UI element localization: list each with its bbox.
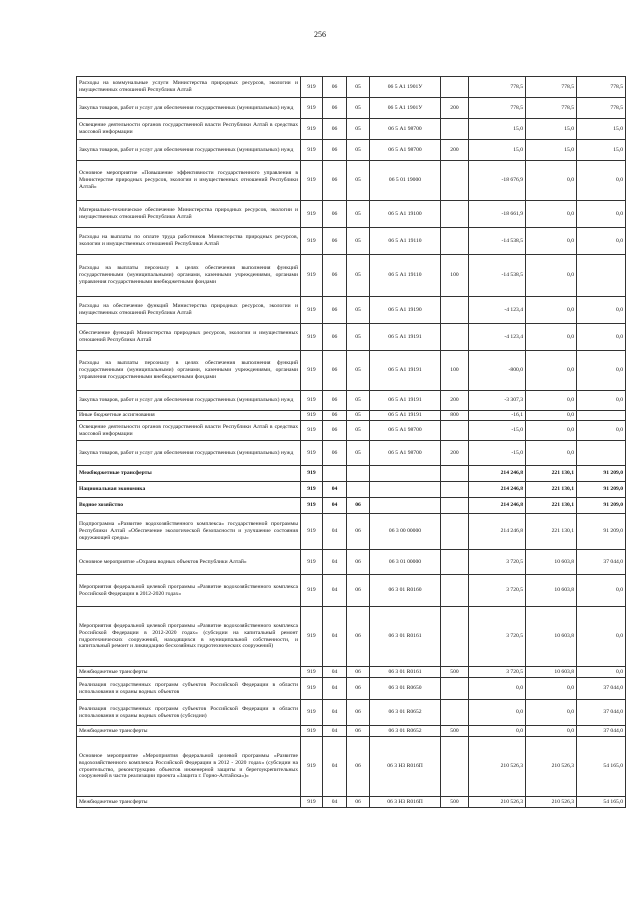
section-code-cell: 06 bbox=[323, 421, 347, 441]
ministry-code-cell: 919 bbox=[301, 726, 323, 737]
section-code-cell: 06 bbox=[323, 351, 347, 391]
amount-year3-cell bbox=[577, 441, 626, 466]
table-row bbox=[77, 441, 626, 466]
ministry-code-cell: 919 bbox=[301, 607, 323, 667]
amount-year2-cell: 10 603,8 bbox=[526, 575, 577, 607]
expense-type-cell: 100 bbox=[441, 255, 469, 297]
subsection-code-cell: 05 bbox=[347, 161, 370, 201]
target-article-cell: 06 3 01 R0650 bbox=[370, 678, 441, 700]
subsection-code-cell: 06 bbox=[347, 550, 370, 575]
target-article-cell: 06 5 01 19000 bbox=[370, 161, 441, 201]
section-code-cell bbox=[323, 466, 347, 482]
amount-year3-cell: 37 044,0 bbox=[577, 678, 626, 700]
section-code-cell: 04 bbox=[323, 575, 347, 607]
target-article-cell bbox=[370, 482, 441, 498]
subsection-code-cell: 06 bbox=[347, 607, 370, 667]
subsection-code-cell: 05 bbox=[347, 77, 370, 98]
target-article-cell: 06 3 01 R0652 bbox=[370, 700, 441, 726]
amount-year1-cell: -4 123,4 bbox=[469, 297, 526, 324]
table-row bbox=[77, 140, 626, 161]
amount-year2-cell: 0,0 bbox=[526, 441, 577, 466]
amount-year2-cell: 778,5 bbox=[526, 98, 577, 119]
amount-year2-cell: 221 130,1 bbox=[526, 482, 577, 498]
row-name-cell: Иные бюджетные ассигнования bbox=[77, 411, 301, 421]
target-article-cell: 06 5 А1 19110 bbox=[370, 228, 441, 255]
target-article-cell: 06 5 А1 98700 bbox=[370, 119, 441, 140]
subsection-code-cell: 05 bbox=[347, 324, 370, 351]
section-code-cell: 04 bbox=[323, 482, 347, 498]
subsection-code-cell: 05 bbox=[347, 98, 370, 119]
row-name-cell: Реализация государственных программ субъектов Российской Федерации в области использования и охраны водных объектов bbox=[77, 678, 301, 700]
ministry-code-cell: 919 bbox=[301, 255, 323, 297]
row-name-cell: Мероприятия федеральной целевой программы «Развитие водохозяйственного комплекса Российской Федерации в 2012-2020 годах» bbox=[77, 575, 301, 607]
amount-year1-cell: 214 246,8 bbox=[469, 482, 526, 498]
amount-year2-cell: 10 603,8 bbox=[526, 607, 577, 667]
expense-type-cell bbox=[441, 482, 469, 498]
amount-year3-cell: 15,0 bbox=[577, 119, 626, 140]
row-name-cell: Закупка товаров, работ и услуг для обеспечения государственных (муниципальных) нужд bbox=[77, 391, 301, 411]
row-name-cell: Расходы на коммунальные услуги Министерства природных ресурсов, экологии и имущественных отношений Республики Алтай bbox=[77, 77, 301, 98]
target-article-cell: 06 3 01 R0652 bbox=[370, 726, 441, 737]
target-article-cell: 06 5 А1 19110 bbox=[370, 255, 441, 297]
ministry-code-cell: 919 bbox=[301, 201, 323, 228]
amount-year1-cell: 0,0 bbox=[469, 726, 526, 737]
amount-year2-cell: 221 130,1 bbox=[526, 514, 577, 550]
table-row bbox=[77, 737, 626, 797]
amount-year1-cell: 3 720,5 bbox=[469, 667, 526, 678]
expense-type-cell: 200 bbox=[441, 98, 469, 119]
section-code-cell: 06 bbox=[323, 77, 347, 98]
amount-year3-cell: 37 044,0 bbox=[577, 700, 626, 726]
section-code-cell: 06 bbox=[323, 140, 347, 161]
row-name-cell: Основное мероприятие «Охрана водных объектов Республики Алтай» bbox=[77, 550, 301, 575]
ministry-code-cell: 919 bbox=[301, 466, 323, 482]
amount-year3-cell: 778,5 bbox=[577, 98, 626, 119]
section-code-cell: 06 bbox=[323, 119, 347, 140]
subsection-code-cell: 05 bbox=[347, 140, 370, 161]
amount-year2-cell: 10 603,8 bbox=[526, 550, 577, 575]
expense-type-cell bbox=[441, 737, 469, 797]
amount-year1-cell: -16,1 bbox=[469, 411, 526, 421]
section-code-cell: 06 bbox=[323, 255, 347, 297]
table-row bbox=[77, 700, 626, 726]
ministry-code-cell: 919 bbox=[301, 411, 323, 421]
amount-year3-cell: 91 209,0 bbox=[577, 514, 626, 550]
ministry-code-cell: 919 bbox=[301, 737, 323, 797]
amount-year2-cell: 0,0 bbox=[526, 391, 577, 411]
amount-year2-cell: 0,0 bbox=[526, 411, 577, 421]
table-row bbox=[77, 514, 626, 550]
row-name-cell: Мероприятия федеральной целевой программы «Развитие водохозяйственного комплекса Российской Федерации в 2012-2020 годах» (субсидии на капитальный ремонт гидротехнических сооружений, находящихся в муниципальной собственности, и капитальный ремонт и ликвидацию бесхозяйных гидротехнических сооружений) bbox=[77, 607, 301, 667]
ministry-code-cell: 919 bbox=[301, 700, 323, 726]
amount-year2-cell: 210 526,3 bbox=[526, 797, 577, 808]
section-code-cell: 04 bbox=[323, 498, 347, 514]
amount-year3-cell: 54 165,0 bbox=[577, 797, 626, 808]
row-name-cell: Закупка товаров, работ и услуг для обеспечения государственных (муниципальных) нужд bbox=[77, 441, 301, 466]
table-row bbox=[77, 119, 626, 140]
expense-type-cell bbox=[441, 421, 469, 441]
amount-year2-cell: 0,0 bbox=[526, 324, 577, 351]
ministry-code-cell: 919 bbox=[301, 667, 323, 678]
subsection-code-cell: 06 bbox=[347, 498, 370, 514]
section-code-cell: 06 bbox=[323, 324, 347, 351]
table-row bbox=[77, 228, 626, 255]
amount-year1-cell: -14 538,5 bbox=[469, 255, 526, 297]
row-name-cell: Подпрограмма «Развитие водохозяйственного комплекса» государственной программы Республики Алтай «Обеспечение экологической безопасности и улучшение состояния окружающей среды» bbox=[77, 514, 301, 550]
section-code-cell: 04 bbox=[323, 514, 347, 550]
amount-year3-cell: 0,0 bbox=[577, 575, 626, 607]
ministry-code-cell: 919 bbox=[301, 482, 323, 498]
amount-year1-cell: -18 661,9 bbox=[469, 201, 526, 228]
section-code-cell: 04 bbox=[323, 678, 347, 700]
row-name-cell: Межбюджетные трансферты bbox=[77, 797, 301, 808]
amount-year1-cell: 210 526,3 bbox=[469, 797, 526, 808]
row-name-cell: Обеспечение функций Министерства природных ресурсов, экологии и имущественных отношений Республики Алтай bbox=[77, 324, 301, 351]
section-code-cell: 06 bbox=[323, 228, 347, 255]
amount-year2-cell: 0,0 bbox=[526, 161, 577, 201]
amount-year1-cell: -15,0 bbox=[469, 421, 526, 441]
ministry-code-cell: 919 bbox=[301, 98, 323, 119]
ministry-code-cell: 919 bbox=[301, 77, 323, 98]
table-row bbox=[77, 297, 626, 324]
section-code-cell: 04 bbox=[323, 737, 347, 797]
amount-year2-cell: 10 603,8 bbox=[526, 667, 577, 678]
subsection-code-cell: 06 bbox=[347, 737, 370, 797]
row-name-cell: Материально-техническое обеспечение Министерства природных ресурсов, экологии и имущественных отношений Республики Алтай bbox=[77, 201, 301, 228]
subsection-code-cell: 05 bbox=[347, 228, 370, 255]
target-article-cell bbox=[370, 466, 441, 482]
row-name-cell: Расходы на выплаты персоналу в целях обеспечения выполнения функций государственными (муниципальными) органами, казенными учреждениями, органами управления государственными внебюджетными фондами bbox=[77, 351, 301, 391]
ministry-code-cell: 919 bbox=[301, 228, 323, 255]
row-name-cell: Расходы на обеспечение функций Министерства природных ресурсов, экологии и имущественных отношений Республики Алтай bbox=[77, 297, 301, 324]
row-name-cell: Расходы на выплаты по оплате труда работников Министерства природных ресурсов, экологии и имущественных отношений Республики Алтай bbox=[77, 228, 301, 255]
subsection-code-cell: 06 bbox=[347, 667, 370, 678]
row-name-cell: Национальная экономика bbox=[77, 482, 301, 498]
amount-year1-cell: 214 246,8 bbox=[469, 514, 526, 550]
ministry-code-cell: 919 bbox=[301, 441, 323, 466]
target-article-cell: 06 3 01 R0161 bbox=[370, 607, 441, 667]
ministry-code-cell: 919 bbox=[301, 297, 323, 324]
amount-year3-cell: 0,0 bbox=[577, 421, 626, 441]
target-article-cell: 06 5 А1 1901У bbox=[370, 77, 441, 98]
amount-year2-cell: 0,0 bbox=[526, 201, 577, 228]
amount-year3-cell: 37 044,0 bbox=[577, 726, 626, 737]
row-name-cell: Освещение деятельности органов государственной власти Республики Алтай в средствах массовой информации bbox=[77, 421, 301, 441]
amount-year1-cell: 3 720,5 bbox=[469, 575, 526, 607]
expense-type-cell bbox=[441, 514, 469, 550]
amount-year2-cell: 0,0 bbox=[526, 351, 577, 391]
row-name-cell: Водное хозяйство bbox=[77, 498, 301, 514]
expense-type-cell: 200 bbox=[441, 391, 469, 411]
amount-year1-cell: -3 307,3 bbox=[469, 391, 526, 411]
row-name-cell: Реализация государственных программ субъектов Российской Федерации в области использования и охраны водных объектов (субсидии) bbox=[77, 700, 301, 726]
target-article-cell: 06 3 01 R0160 bbox=[370, 575, 441, 607]
target-article-cell: 06 5 А1 19191 bbox=[370, 351, 441, 391]
expense-type-cell: 500 bbox=[441, 726, 469, 737]
row-name-cell: Основное мероприятие «Мероприятия федеральной целевой программы «Развитие водохозяйственного комплекса Российской Федерации в 2012 - 2020 годах» (субсидии на строительство, реконструкцию объектов инженерной защиты и берегоукрепительных сооружений в части реализации проекта «Защита г. Горно-Алтайска»)» bbox=[77, 737, 301, 797]
row-name-cell: Расходы на выплаты персоналу в целях обеспечения выполнения функций государственными (муниципальными) органами, казенными учреждениями, органами управления государственными внебюджетными фондами bbox=[77, 255, 301, 297]
table-row bbox=[77, 201, 626, 228]
section-code-cell: 04 bbox=[323, 667, 347, 678]
row-name-cell: Межбюджетные трансферты bbox=[77, 466, 301, 482]
ministry-code-cell: 919 bbox=[301, 119, 323, 140]
amount-year1-cell: -14 538,5 bbox=[469, 228, 526, 255]
table-row bbox=[77, 421, 626, 441]
page-number: 256 bbox=[314, 30, 326, 39]
budget-table-body bbox=[77, 77, 626, 808]
amount-year3-cell: 91 209,0 bbox=[577, 482, 626, 498]
amount-year2-cell: 778,5 bbox=[526, 77, 577, 98]
target-article-cell: 06 3 01 00000 bbox=[370, 550, 441, 575]
expense-type-cell bbox=[441, 575, 469, 607]
expense-type-cell bbox=[441, 119, 469, 140]
expense-type-cell bbox=[441, 550, 469, 575]
amount-year3-cell: 0,0 bbox=[577, 391, 626, 411]
amount-year2-cell: 221 130,1 bbox=[526, 466, 577, 482]
ministry-code-cell: 919 bbox=[301, 391, 323, 411]
section-code-cell: 06 bbox=[323, 441, 347, 466]
subsection-code-cell: 06 bbox=[347, 678, 370, 700]
amount-year3-cell: 91 209,0 bbox=[577, 466, 626, 482]
subsection-code-cell bbox=[347, 466, 370, 482]
expense-type-cell bbox=[441, 228, 469, 255]
table-row bbox=[77, 550, 626, 575]
table-row bbox=[77, 482, 626, 498]
amount-year3-cell bbox=[577, 411, 626, 421]
amount-year3-cell: 778,5 bbox=[577, 77, 626, 98]
subsection-code-cell: 05 bbox=[347, 441, 370, 466]
target-article-cell bbox=[370, 498, 441, 514]
subsection-code-cell: 05 bbox=[347, 351, 370, 391]
subsection-code-cell: 05 bbox=[347, 391, 370, 411]
target-article-cell: 06 5 А1 19190 bbox=[370, 297, 441, 324]
amount-year3-cell: 91 209,0 bbox=[577, 498, 626, 514]
subsection-code-cell: 05 bbox=[347, 421, 370, 441]
ministry-code-cell: 919 bbox=[301, 575, 323, 607]
expense-type-cell bbox=[441, 201, 469, 228]
row-name-cell: Основное мероприятие «Повышение эффективности государственного управления в Министерстве природных ресурсов, экологии и имущественных отношений Республики Алтай» bbox=[77, 161, 301, 201]
row-name-cell: Закупка товаров, работ и услуг для обеспечения государственных (муниципальных) нужд bbox=[77, 98, 301, 119]
subsection-code-cell: 05 bbox=[347, 297, 370, 324]
expense-type-cell bbox=[441, 607, 469, 667]
section-code-cell: 04 bbox=[323, 797, 347, 808]
target-article-cell: 06 5 А1 19100 bbox=[370, 201, 441, 228]
amount-year1-cell: 210 526,3 bbox=[469, 737, 526, 797]
section-code-cell: 06 bbox=[323, 161, 347, 201]
subsection-code-cell: 05 bbox=[347, 201, 370, 228]
expense-type-cell bbox=[441, 161, 469, 201]
expense-type-cell bbox=[441, 297, 469, 324]
table-row bbox=[77, 607, 626, 667]
amount-year2-cell: 0,0 bbox=[526, 255, 577, 297]
amount-year3-cell: 0,0 bbox=[577, 667, 626, 678]
section-code-cell: 04 bbox=[323, 550, 347, 575]
table-row bbox=[77, 98, 626, 119]
section-code-cell: 04 bbox=[323, 726, 347, 737]
amount-year2-cell: 15,0 bbox=[526, 140, 577, 161]
table-row bbox=[77, 667, 626, 678]
expense-type-cell: 100 bbox=[441, 351, 469, 391]
subsection-code-cell: 05 bbox=[347, 255, 370, 297]
amount-year3-cell: 0,0 bbox=[577, 351, 626, 391]
ministry-code-cell: 919 bbox=[301, 161, 323, 201]
row-name-cell: Закупка товаров, работ и услуг для обеспечения государственных (муниципальных) нужд bbox=[77, 140, 301, 161]
target-article-cell: 06 3 Н3 R016П bbox=[370, 797, 441, 808]
subsection-code-cell bbox=[347, 482, 370, 498]
table-row bbox=[77, 351, 626, 391]
table-row bbox=[77, 324, 626, 351]
expense-type-cell: 800 bbox=[441, 411, 469, 421]
amount-year2-cell: 0,0 bbox=[526, 678, 577, 700]
target-article-cell: 06 5 А1 98700 bbox=[370, 140, 441, 161]
amount-year1-cell: -800,0 bbox=[469, 351, 526, 391]
amount-year2-cell: 0,0 bbox=[526, 421, 577, 441]
subsection-code-cell: 06 bbox=[347, 514, 370, 550]
section-code-cell: 06 bbox=[323, 98, 347, 119]
amount-year3-cell: 54 165,0 bbox=[577, 737, 626, 797]
table-row bbox=[77, 391, 626, 411]
subsection-code-cell: 06 bbox=[347, 700, 370, 726]
subsection-code-cell: 05 bbox=[347, 119, 370, 140]
expense-type-cell bbox=[441, 700, 469, 726]
amount-year3-cell: 15,0 bbox=[577, 140, 626, 161]
section-code-cell: 06 bbox=[323, 201, 347, 228]
row-name-cell: Освещение деятельности органов государственной власти Республики Алтай в средствах массовой информации bbox=[77, 119, 301, 140]
amount-year2-cell: 210 526,3 bbox=[526, 737, 577, 797]
table-row bbox=[77, 797, 626, 808]
amount-year1-cell: 3 720,5 bbox=[469, 550, 526, 575]
amount-year2-cell: 0,0 bbox=[526, 297, 577, 324]
target-article-cell: 06 5 А1 98700 bbox=[370, 441, 441, 466]
budget-table bbox=[76, 76, 626, 808]
ministry-code-cell: 919 bbox=[301, 351, 323, 391]
table-row bbox=[77, 77, 626, 98]
table-row bbox=[77, 161, 626, 201]
amount-year3-cell: 0,0 bbox=[577, 324, 626, 351]
section-code-cell: 04 bbox=[323, 607, 347, 667]
amount-year1-cell: 3 720,5 bbox=[469, 607, 526, 667]
subsection-code-cell: 06 bbox=[347, 726, 370, 737]
section-code-cell: 04 bbox=[323, 700, 347, 726]
table-row bbox=[77, 411, 626, 421]
expense-type-cell bbox=[441, 678, 469, 700]
expense-type-cell: 500 bbox=[441, 797, 469, 808]
amount-year3-cell bbox=[577, 255, 626, 297]
target-article-cell: 06 5 А1 19191 bbox=[370, 391, 441, 411]
expense-type-cell: 200 bbox=[441, 441, 469, 466]
ministry-code-cell: 919 bbox=[301, 498, 323, 514]
ministry-code-cell: 919 bbox=[301, 421, 323, 441]
expense-type-cell bbox=[441, 324, 469, 351]
section-code-cell: 06 bbox=[323, 297, 347, 324]
amount-year1-cell: -4 123,4 bbox=[469, 324, 526, 351]
ministry-code-cell: 919 bbox=[301, 797, 323, 808]
amount-year2-cell: 0,0 bbox=[526, 228, 577, 255]
amount-year1-cell: 778,5 bbox=[469, 98, 526, 119]
ministry-code-cell: 919 bbox=[301, 678, 323, 700]
amount-year1-cell: -18 676,9 bbox=[469, 161, 526, 201]
target-article-cell: 06 5 А1 19191 bbox=[370, 411, 441, 421]
amount-year1-cell: 214 246,8 bbox=[469, 498, 526, 514]
amount-year2-cell: 15,0 bbox=[526, 119, 577, 140]
target-article-cell: 06 3 01 R0161 bbox=[370, 667, 441, 678]
amount-year1-cell: 778,5 bbox=[469, 77, 526, 98]
amount-year2-cell: 0,0 bbox=[526, 726, 577, 737]
amount-year2-cell: 0,0 bbox=[526, 700, 577, 726]
amount-year3-cell: 0,0 bbox=[577, 607, 626, 667]
row-name-cell: Межбюджетные трансферты bbox=[77, 667, 301, 678]
table-row bbox=[77, 726, 626, 737]
expense-type-cell bbox=[441, 77, 469, 98]
expense-type-cell bbox=[441, 498, 469, 514]
table-row bbox=[77, 255, 626, 297]
section-code-cell: 06 bbox=[323, 391, 347, 411]
expense-type-cell bbox=[441, 466, 469, 482]
amount-year1-cell: 214 246,8 bbox=[469, 466, 526, 482]
ministry-code-cell: 919 bbox=[301, 514, 323, 550]
amount-year3-cell: 0,0 bbox=[577, 297, 626, 324]
amount-year3-cell: 0,0 bbox=[577, 161, 626, 201]
section-code-cell: 06 bbox=[323, 411, 347, 421]
amount-year1-cell: 15,0 bbox=[469, 119, 526, 140]
expense-type-cell: 200 bbox=[441, 140, 469, 161]
amount-year3-cell: 37 044,0 bbox=[577, 550, 626, 575]
target-article-cell: 06 5 А1 1901У bbox=[370, 98, 441, 119]
ministry-code-cell: 919 bbox=[301, 140, 323, 161]
target-article-cell: 06 5 А1 98700 bbox=[370, 421, 441, 441]
target-article-cell: 06 3 00 00000 bbox=[370, 514, 441, 550]
amount-year2-cell: 221 130,1 bbox=[526, 498, 577, 514]
amount-year3-cell: 0,0 bbox=[577, 228, 626, 255]
ministry-code-cell: 919 bbox=[301, 324, 323, 351]
table-row bbox=[77, 466, 626, 482]
table-row bbox=[77, 498, 626, 514]
table-row bbox=[77, 575, 626, 607]
amount-year3-cell: 0,0 bbox=[577, 201, 626, 228]
table-row bbox=[77, 678, 626, 700]
subsection-code-cell: 05 bbox=[347, 411, 370, 421]
target-article-cell: 06 5 А1 19191 bbox=[370, 324, 441, 351]
subsection-code-cell: 06 bbox=[347, 575, 370, 607]
target-article-cell: 06 3 Н3 R016П bbox=[370, 737, 441, 797]
amount-year1-cell: 0,0 bbox=[469, 678, 526, 700]
amount-year1-cell: 15,0 bbox=[469, 140, 526, 161]
ministry-code-cell: 919 bbox=[301, 550, 323, 575]
expense-type-cell: 500 bbox=[441, 667, 469, 678]
subsection-code-cell: 06 bbox=[347, 797, 370, 808]
row-name-cell: Межбюджетные трансферты bbox=[77, 726, 301, 737]
amount-year1-cell: -15,0 bbox=[469, 441, 526, 466]
amount-year1-cell: 0,0 bbox=[469, 700, 526, 726]
